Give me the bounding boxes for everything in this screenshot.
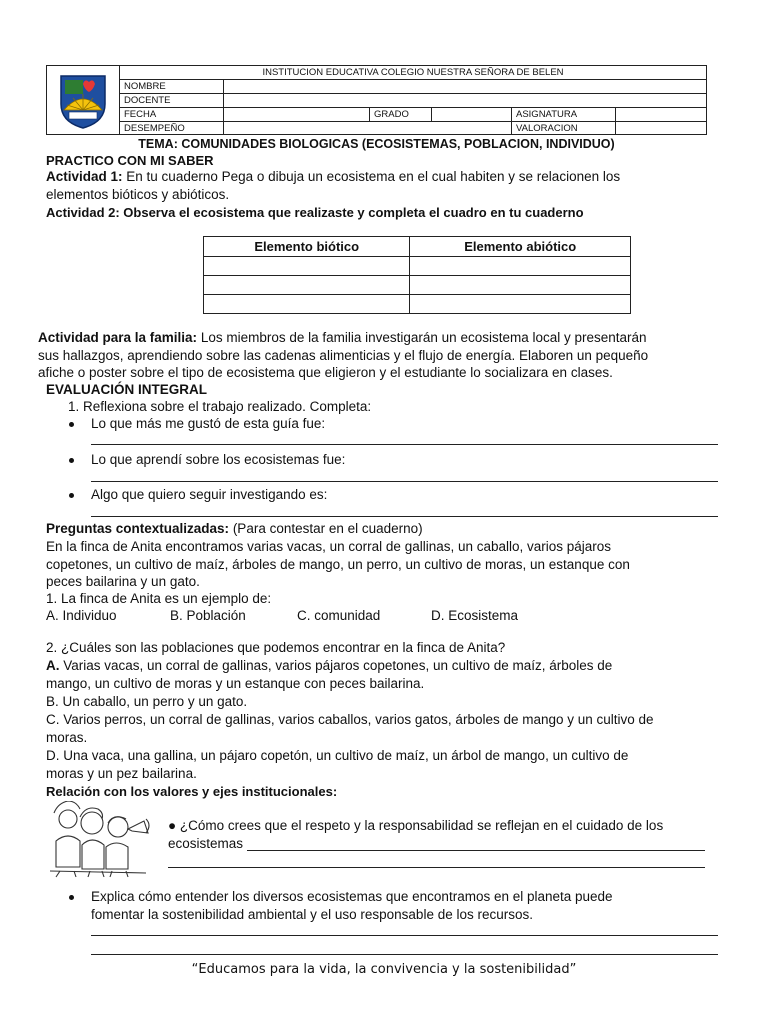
q2-option-a-text: Varias vacas, un corral de gallinas, varios pájaros copetones, un cultivo de maíz, árboles de [59, 658, 613, 673]
q1-option-d[interactable]: D. Ecosistema [431, 608, 519, 623]
actividad1-line2: elementos bióticos y abióticos. [46, 187, 230, 202]
tema-title: TEMA: COMUNIDADES BIOLOGICAS (ECOSISTEMAS, POBLACION, INDIVIDUO) [138, 137, 615, 151]
familia-line2: sus hallazgos, aprendiendo sobre las cadenas alimenticias y el flujo de energía. Elaboren un pequeño [38, 348, 649, 363]
kids-illustration [46, 801, 158, 879]
question-2: 2. ¿Cuáles son las poblaciones que podemos encontrar en la finca de Anita? [46, 640, 506, 655]
children-megaphone-icon [46, 801, 158, 879]
actividad2-text: Actividad 2: Observa el ecosistema que realizaste y completa el cuadro en tu cuaderno [46, 205, 584, 220]
q2-option-c-line2: moras. [46, 730, 88, 745]
q1-option-b[interactable]: B. Población [170, 608, 246, 623]
evaluacion-bullet3: Algo que quiero seguir investigando es: [91, 487, 328, 502]
evaluacion-item1: 1. Reflexiona sobre el trabajo realizado. Completa: [68, 399, 372, 414]
valoracion-label: VALORACION [512, 122, 616, 135]
answer-line[interactable] [91, 954, 718, 955]
table-row [204, 276, 631, 295]
evaluacion-bullet2: Lo que aprendí sobre los ecosistemas fue: [91, 452, 346, 467]
preguntas-line3: peces bailarina y un gato. [46, 574, 200, 589]
nombre-field[interactable] [224, 80, 706, 93]
q2-option-b[interactable]: B. Un caballo, un perro y un gato. [46, 694, 248, 709]
fecha-field[interactable] [224, 108, 370, 121]
answer-line[interactable] [247, 850, 705, 851]
familia-line3: afiche o poster sobre el tipo de ecosistema que eligieron y el estudiante lo socializara en clases. [38, 365, 613, 380]
preguntas-note: (Para contestar en el cuaderno) [229, 521, 423, 536]
table-cell[interactable] [204, 276, 410, 295]
asignatura-field[interactable] [616, 108, 706, 121]
actividad1-label: Actividad 1: [46, 169, 123, 184]
school-shield-icon [55, 70, 111, 130]
familia-label: Actividad para la familia: [38, 330, 198, 345]
preguntas-line1: En la finca de Anita encontramos varias vacas, un corral de gallinas, un caballo, varios pájaros [46, 539, 612, 554]
grado-label: GRADO [370, 108, 432, 121]
header-row-desempeno [120, 122, 706, 135]
valores-q1-line2: ecosistemas [168, 836, 244, 851]
valores-q2-line1: Explica cómo entender los diversos ecosistemas que encontramos en el planeta puede [91, 889, 613, 904]
q2-option-a-label: A. [46, 658, 60, 673]
table-cell[interactable] [410, 295, 631, 314]
asignatura-label: ASIGNATURA [512, 108, 616, 121]
preguntas-line2: copetones, un cultivo de maíz, árboles de mango, un perro, un cultivo de moras, un estanque con [46, 557, 630, 572]
bullet-icon [69, 895, 74, 900]
actividad1-line1 [46, 168, 620, 185]
school-logo [47, 66, 120, 134]
table-cell[interactable] [410, 257, 631, 276]
col-biotico: Elemento biótico [204, 237, 410, 257]
valores-q1-line1: ● ¿Cómo crees que el respeto y la responsabilidad se reflejan en el cuidado de los [168, 818, 664, 833]
header-row-docente [120, 94, 706, 108]
table-cell[interactable] [204, 257, 410, 276]
grado-field[interactable] [432, 108, 512, 121]
answer-line[interactable] [168, 867, 705, 868]
valores-q2-line2: fomentar la sostenibilidad ambiental y el uso responsable de los recursos. [91, 907, 533, 922]
table-cell[interactable] [204, 295, 410, 314]
familia-text: Los miembros de la familia investigarán un ecosistema local y presentarán [197, 330, 647, 345]
header-row-fecha [120, 108, 706, 122]
actividad1-text: En tu cuaderno Pega o dibuja un ecosistema en el cual habiten y se relacionen los [122, 169, 621, 184]
valores-title: Relación con los valores y ejes institucionales: [46, 784, 338, 799]
table-header-row [204, 237, 631, 257]
answer-line[interactable] [91, 481, 718, 482]
nombre-label: NOMBRE [120, 80, 224, 93]
answer-line[interactable] [91, 935, 718, 936]
valoracion-field[interactable] [616, 122, 706, 135]
q1-option-a[interactable]: A. Individuo [46, 608, 117, 623]
header-grid [120, 66, 706, 134]
q2-option-c-line1[interactable]: C. Varios perros, un corral de gallinas, varios caballos, varios gatos, árboles de mango y un cultivo de [46, 712, 654, 727]
answer-line[interactable] [91, 516, 718, 517]
footer-motto: “Educamos para la vida, la convivencia y la sostenibilidad” [191, 962, 577, 977]
biotic-abiotic-table [203, 236, 631, 314]
docente-field[interactable] [224, 94, 706, 107]
q1-option-c[interactable]: C. comunidad [297, 608, 381, 623]
preguntas-label: Preguntas contextualizadas: [46, 521, 230, 536]
table-cell[interactable] [410, 276, 631, 295]
fecha-label: FECHA [120, 108, 224, 121]
bullet-icon [69, 422, 74, 427]
practico-heading: PRACTICO CON MI SABER [46, 153, 214, 168]
bullet-icon [69, 493, 74, 498]
q2-option-a-line1[interactable] [46, 657, 612, 674]
evaluacion-title: EVALUACIÓN INTEGRAL [46, 382, 207, 397]
answer-line[interactable] [91, 444, 718, 445]
q2-option-d-line1[interactable]: D. Una vaca, una gallina, un pájaro copetón, un cultivo de maíz, un árbol de mango, un cultivo de [46, 748, 629, 763]
desempeno-label: DESEMPEÑO [120, 122, 224, 135]
docente-label: DOCENTE [120, 94, 224, 107]
header-row-institution [120, 66, 706, 80]
header-table [46, 65, 707, 135]
familia-line1 [38, 329, 647, 346]
table-row [204, 295, 631, 314]
institution-name: INSTITUCION EDUCATIVA COLEGIO NUESTRA SEÑORA DE BELEN [262, 67, 564, 78]
preguntas-heading [46, 520, 423, 537]
q2-option-d-line2: moras y un pez bailarina. [46, 766, 197, 781]
evaluacion-bullet1: Lo que más me gustó de esta guía fue: [91, 416, 326, 431]
question-1: 1. La finca de Anita es un ejemplo de: [46, 591, 272, 606]
bullet-icon [69, 458, 74, 463]
header-row-nombre [120, 80, 706, 94]
col-abiotico: Elemento abiótico [410, 237, 631, 257]
desempeno-field[interactable] [224, 122, 512, 135]
table-row [204, 257, 631, 276]
q2-option-a-line2: mango, un cultivo de moras y un estanque con peces bailarina. [46, 676, 425, 691]
